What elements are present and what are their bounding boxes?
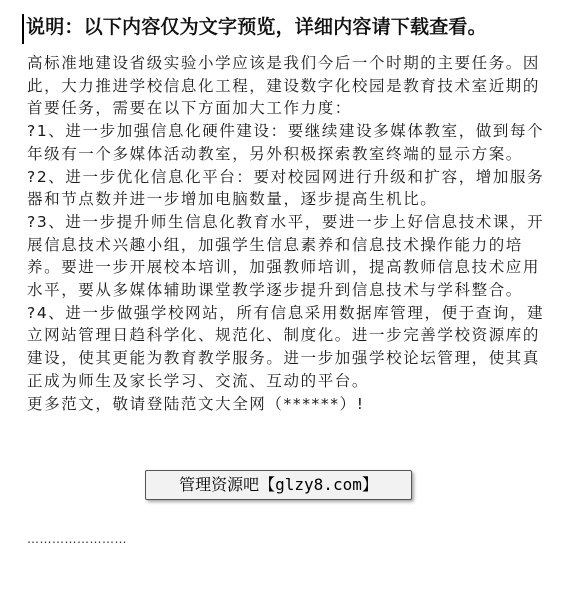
document-body: [27, 52, 555, 415]
separator-dots: ……………………: [27, 532, 127, 546]
paragraph-intro: 高标准地建设省级实验小学应该是我们今后一个时期的主要任务。因此，大力推进学校信息化工程，建设数字化校园是教育技术室近期的首要任务，需要在以下方面加大工作力度：: [27, 54, 541, 118]
paragraph-item-3: ?3、进一步提升师生信息化教育水平，要进一步上好信息技术课，开展信息技术兴趣小组，加强学生信息素养和信息技术操作能力的培养。要进一步开展校本培训，加强教师培训，提高教师信息技术应用水平，要从多媒体辅助课堂教学逐步提升到信息技术与学科整合。: [27, 212, 545, 300]
preview-notice: 说明：以下内容仅为文字预览，详细内容请下载查看。: [26, 16, 487, 38]
paragraph-item-1: ?1、进一步加强信息化硬件建设：要继续建设多媒体教室，做到每个年级有一个多媒体活动教室，另外积极探索教室终端的显示方案。: [27, 122, 545, 163]
paragraph-item-4: ?4、进一步做强学校网站，所有信息采用数据库管理，便于查询，建立网站管理日趋科学化、规范化、制度化。进一步完善学校资源库的建设，使其更能为教育教学服务。进一步加强学校论坛管理，使其真正成为师生及家长学习、交流、互动的平台。: [27, 303, 545, 390]
watermark-badge: 管理资源吧【glzy8.com】: [145, 470, 412, 500]
paragraph-item-2: ?2、进一步优化信息化平台：要对校园网进行升级和扩容，增加服务器和节点数并进一步增加电脑数量，逐步提高生机比。: [27, 167, 545, 209]
text-cursor: [22, 14, 24, 44]
more-examples-note: 更多范文，敬请登陆范文大全网（******）!: [27, 394, 365, 413]
